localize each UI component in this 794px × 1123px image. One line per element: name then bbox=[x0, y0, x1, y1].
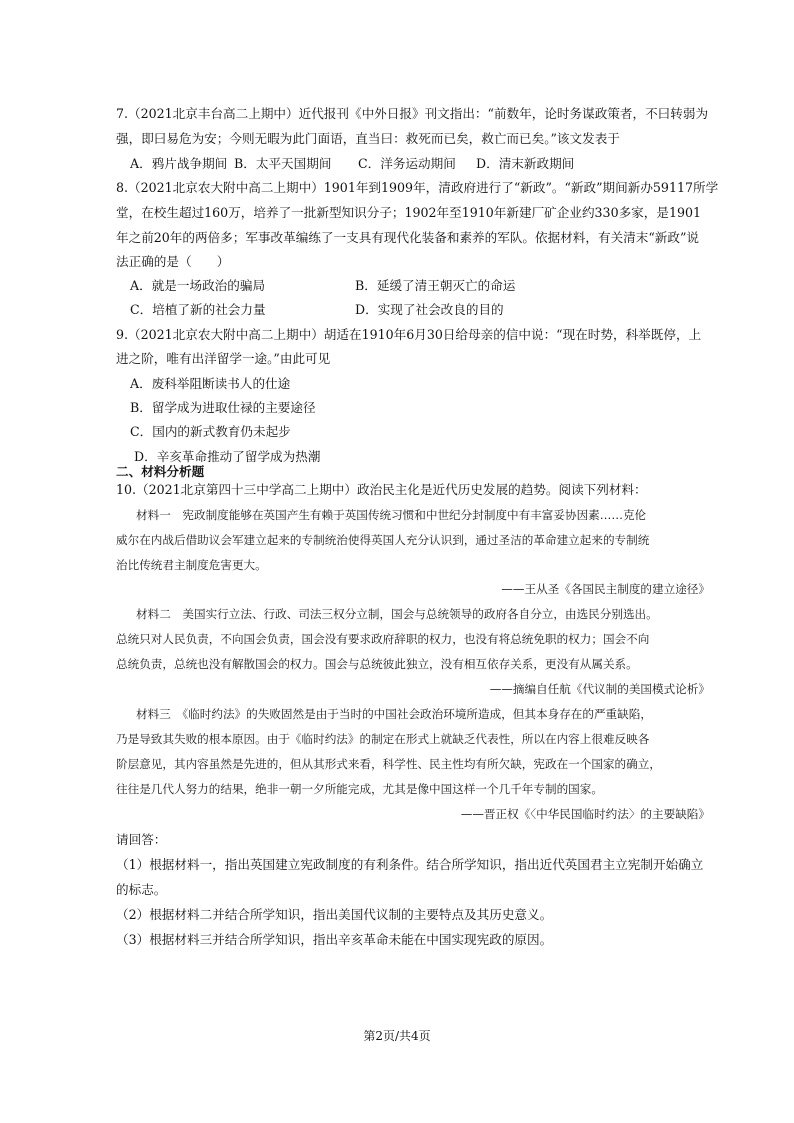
q10-sub-question-2: （2）根据材料二并结合所学知识，指出美国代议制的主要特点及其历史意义。 bbox=[116, 907, 553, 922]
q7-stem-line-1: 7.（2021北京丰台高二上期中）近代报刊《中外日报》刊文指出：“前数年，论时务谋政策者，不曰转弱为 bbox=[116, 106, 709, 121]
q10-material-3-line-3: 阶层意见，其内容虽然是先进的，但从其形式来看，科学性、民主性均有所欠缺，宪政在一个国家的确立， bbox=[116, 757, 661, 771]
q10-material-2-line-3: 总统负责，总统也没有解散国会的权力。国会与总统彼此独立，没有相互依存关系，更没有从属关系。 bbox=[116, 657, 638, 671]
q7-option-d: D．清末新政期间 bbox=[476, 156, 575, 171]
q8-option-d: D．实现了社会改良的目的 bbox=[355, 302, 504, 317]
q9-stem-line-1: 9.（2021北京农大附中高二上期中）胡适在1910年6月30日给母亲的信中说：“现在时势，科举既停，上 bbox=[116, 327, 702, 342]
q10-material-1-line-2: 威尔在内战后借助议会军建立起来的专制统治使得英国人充分认识到，通过圣洁的革命建立起来的专制统 bbox=[116, 533, 650, 547]
q10-material-3-line-1: 材料三 《临时约法》的失败固然是由于当时的中国社会政治环境所造成，但其本身存在的严重缺陷， bbox=[136, 707, 652, 721]
q8-stem-line-2: 堂，在校生超过160万，培养了一批新型知识分子；1902年至1910年新建厂矿企业约330多家，是1901 bbox=[116, 205, 702, 220]
q9-option-b: B．留学成为进取仕禄的主要途径 bbox=[130, 400, 316, 415]
q8-stem-line-1: 8.（2021北京农大附中高二上期中）1901年到1909年，清政府进行了“新政”。“新政”期间新办59117所学 bbox=[116, 180, 719, 195]
section-title: 二、材料分析题 bbox=[116, 464, 205, 479]
page-footer: 第2页/共4页 bbox=[363, 1029, 431, 1043]
q7-option-c: C．洋务运动期间 bbox=[358, 156, 456, 171]
q10-material-1-line-1: 材料一 宪政制度能够在英国产生有赖于英国传统习惯和中世纪分封制度中有丰富妥协因素……克伦 bbox=[136, 508, 647, 522]
q7-stem-line-2: 强，即曰易危为安；今则无暇为此门面语，直当曰：救死而已矣，救亡而已矣。”该文发表于 bbox=[116, 131, 620, 146]
q10-sub-question-1-line-2: 的标志。 bbox=[116, 882, 167, 897]
q10-material-1-line-3: 治比传统君主制度危害更大。 bbox=[116, 558, 267, 572]
q10-sub-question-1-line-1: （1）根据材料一，指出英国建立宪政制度的有利条件。结合所学知识，指出近代英国君主立宪制开始确立 bbox=[116, 857, 704, 872]
q8-stem-line-4: 法正确的是（ ） bbox=[116, 254, 230, 269]
q9-option-a: A．废科举阻断读书人的仕途 bbox=[130, 376, 291, 391]
q10-material-2-source: ——摘编自任航《代议制的美国模式论析》 bbox=[489, 682, 710, 696]
q10-intro: 10.（2021北京第四十三中学高二上期中）政治民主化是近代历史发展的趋势。阅读下列材料： bbox=[116, 482, 647, 497]
q10-prompt: 请回答： bbox=[116, 832, 167, 847]
q10-material-2-line-1: 材料二 美国实行立法、行政、司法三权分立制，国会与总统领导的政府各自分立，由选民分别选出。 bbox=[136, 607, 658, 621]
q10-material-3-line-2: 乃是导致其失败的根本原因。由于《临时约法》的制定在形式上就缺乏代表性，所以在内容上很难反映各 bbox=[116, 732, 650, 746]
q7-option-a: A．鸦片战争期间 bbox=[130, 156, 228, 171]
q8-stem-line-3: 年之前20年的两倍多；军事改革编练了一支具有现代化装备和素养的军队。依据材料，有关清末“新政”说 bbox=[116, 230, 700, 245]
q8-option-b: B．延缓了清王朝灭亡的命运 bbox=[355, 278, 516, 293]
q10-material-2-line-2: 总统只对人民负责，不向国会负责，国会没有要求政府辞职的权力，也没有将总统免职的权力；国会不向 bbox=[116, 632, 650, 646]
q8-option-a: A．就是一场政治的骗局 bbox=[130, 278, 266, 293]
q10-material-3-source: ——晋正权《〈中华民国临时约法〉的主要缺陷》 bbox=[460, 807, 710, 821]
q9-option-c: C．国内的新式教育仍未起步 bbox=[130, 424, 291, 439]
q9-option-d: D．辛亥革命推动了留学成为热潮 bbox=[134, 449, 321, 464]
q7-option-b: B．太平天国期间 bbox=[234, 156, 332, 171]
q8-option-c: C．培植了新的社会力量 bbox=[130, 302, 266, 317]
q10-material-3-line-4: 往往是几代人努力的结果，绝非一朝一夕所能完成，尤其是像中国这样一个几千年专制的国家。 bbox=[116, 782, 603, 796]
q10-material-1-source: ——王从圣《各国民主制度的建立途径》 bbox=[501, 582, 710, 596]
q10-sub-question-3: （3）根据材料三并结合所学知识，指出辛亥革命未能在中国实现宪政的原因。 bbox=[116, 932, 553, 947]
q9-stem-line-2: 进之阶，唯有出洋留学一途。”由此可见 bbox=[116, 351, 331, 366]
